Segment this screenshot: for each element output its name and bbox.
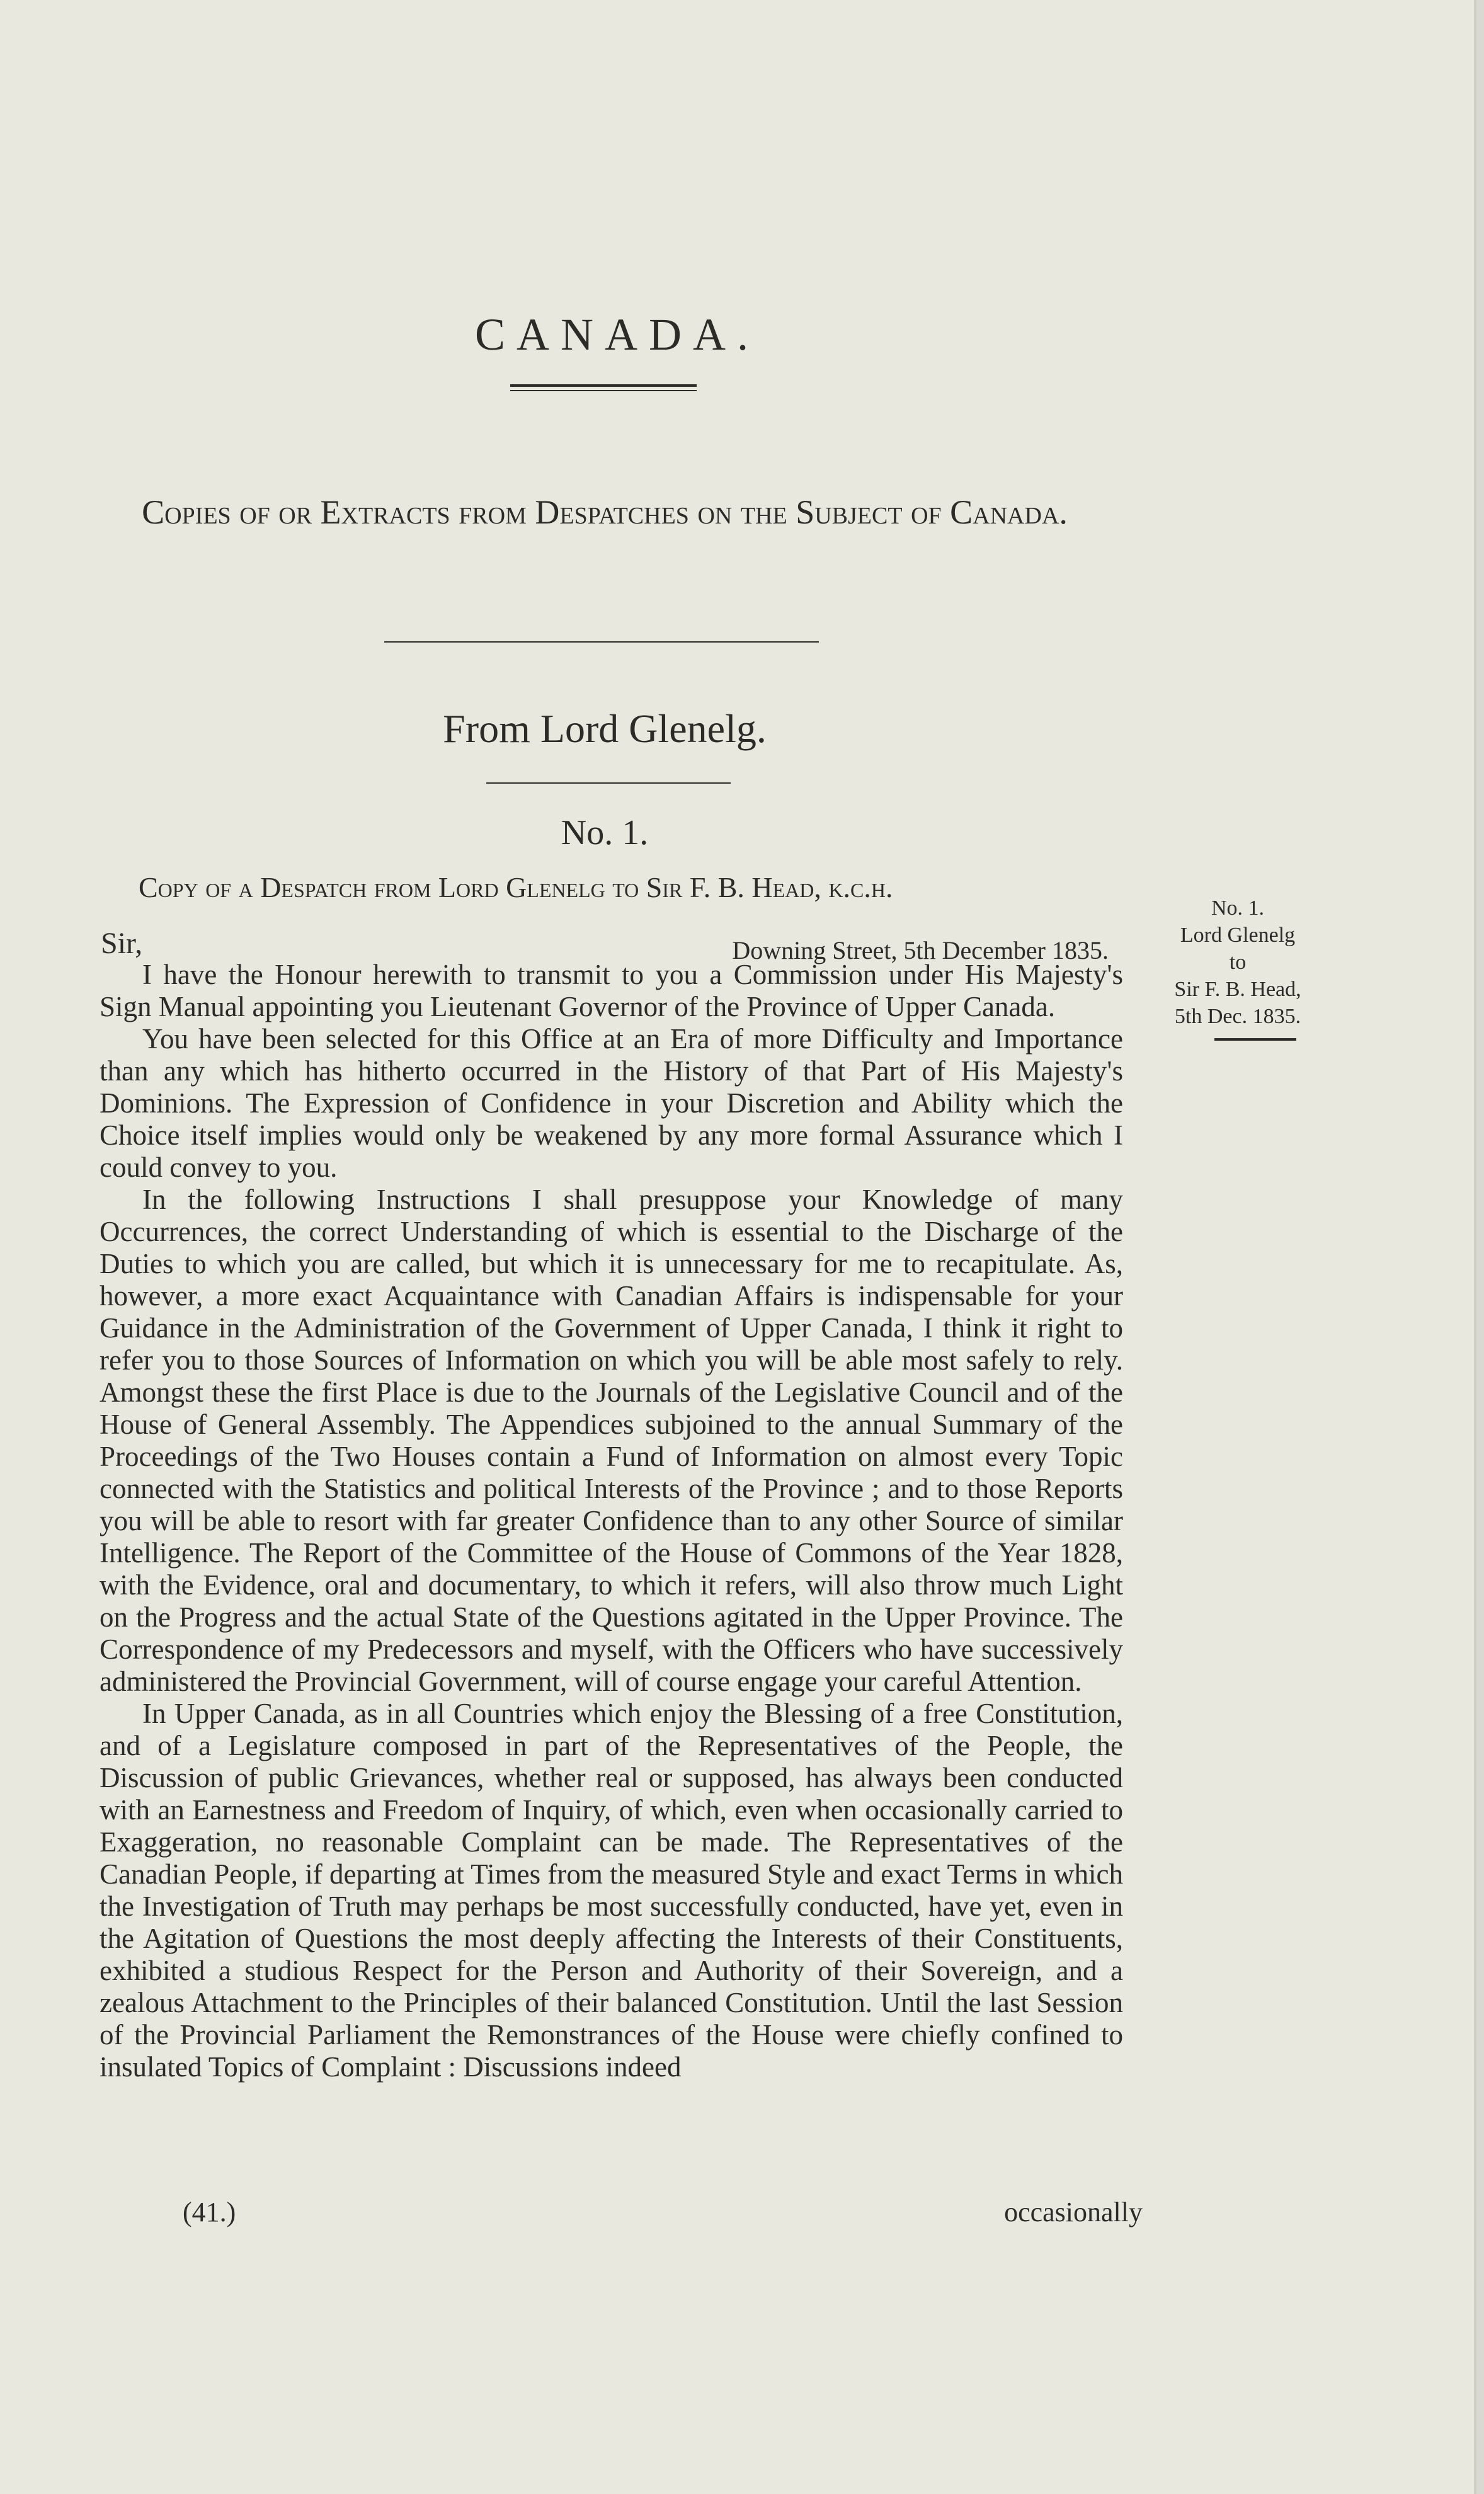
margin-note-rule [1214,1038,1296,1041]
catchword: occasionally [1004,2197,1143,2228]
margin-note-sender: Lord Glenelg [1180,924,1296,947]
section-rule [486,782,731,784]
margin-note-recipient: Sir F. B. Head, [1174,978,1301,1001]
despatch-caption: Copy of a Despatch from Lord Glenelg to Sir F. B. Head, k.c.h. [139,871,893,903]
section-rule [384,641,819,643]
dateline: Downing Street, 5th December 1835. [732,936,1109,964]
salutation: Sir, [101,927,143,960]
paragraph: In Upper Canada, as in all Countries which enjoy the Blessing of a free Constitution, and of a Legislature composed in part of the Representatives of the People, the Discussion of public Grievances, whether real or supposed, has always been conducted with an Earnestness and Freedom of Inquiry, of which, even when occasionally carried to Exaggeration, no reasonable Complaint can be made. The Representatives of the Canadian People, if departing at Times from the measured Style and exact Terms in which the Investigation of Truth may perhaps be most successfully conducted, have yet, even in the Agitation of Questions the most deeply affecting the Interests of their Constituents, exhibited a studious Respect for the Person and Authority of their Sovereign, and a zealous Attachment to the Principles of their balanced Constitution. Until the last Session of the Provincial Parliament the Remonstrances of the House were chiefly confined to insulated Topics of Complaint : Discussions indeed [100,1698,1123,2083]
document-number: No. 1. [561,813,649,852]
heading-double-rule [510,384,697,391]
paragraph: I have the Honour herewith to transmit to you a Commission under His Majesty's Sign Manual appointing you Lieutenant Governor of the Province of Upper Canada. [100,959,1123,1022]
paragraph: You have been selected for this Office at an Era of more Difficulty and Importance than any which has hitherto occurred in the History of that Part of His Majesty's Dominions. The Expression of Confidence in your Discretion and Ability which the Choice itself implies would only be weakened by any more formal Assurance which I could convey to you. [100,1023,1123,1183]
margin-note-date: 5th Dec. 1835. [1174,1005,1301,1028]
page-number: (41.) [183,2197,236,2228]
margin-note [1134,895,1342,1030]
margin-note-to: to [1229,951,1247,974]
paragraph: In the following Instructions I shall presuppose your Knowledge of many Occurrences, the correct Understanding of which is essential to the Discharge of the Duties to which you are called, but which it is unnecessary for me to recapitulate. As, however, a more exact Acquaintance with Canadian Affairs is indispensable for your Guidance in the Administration of the Government of Upper Canada, I think it right to refer you to those Sources of Information on which you will be able most safely to rely. Amongst these the first Place is due to the Journals of the Legislative Council and of the House of General Assembly. The Appendices subjoined to the annual Summary of the Proceedings of the Two Houses contain a Fund of Information on almost every Topic connected with the Statistics and political Interests of the Province ; and to those Reports you will be able to resort with far greater Confidence than to any other Source of similar Intelligence. The Report of the Committee of the House of Commons of the Year 1828, with the Evidence, oral and documentary, to which it refers, will also throw much Light on the Progress and the actual State of the Questions agitated in the Upper Province. The Correspondence of my Predecessors and myself, with the Officers who have successively administered the Provincial Government, will of course engage your careful Attention. [100,1184,1123,1697]
letter-body [100,959,1123,2083]
margin-note-number: No. 1. [1211,896,1265,920]
sender-heading: From Lord Glenelg. [443,706,767,751]
document-subtitle: Copies of or Extracts from Despatches on the Subject of Canada. [142,493,1068,531]
page-heading: CANADA. [474,309,760,360]
